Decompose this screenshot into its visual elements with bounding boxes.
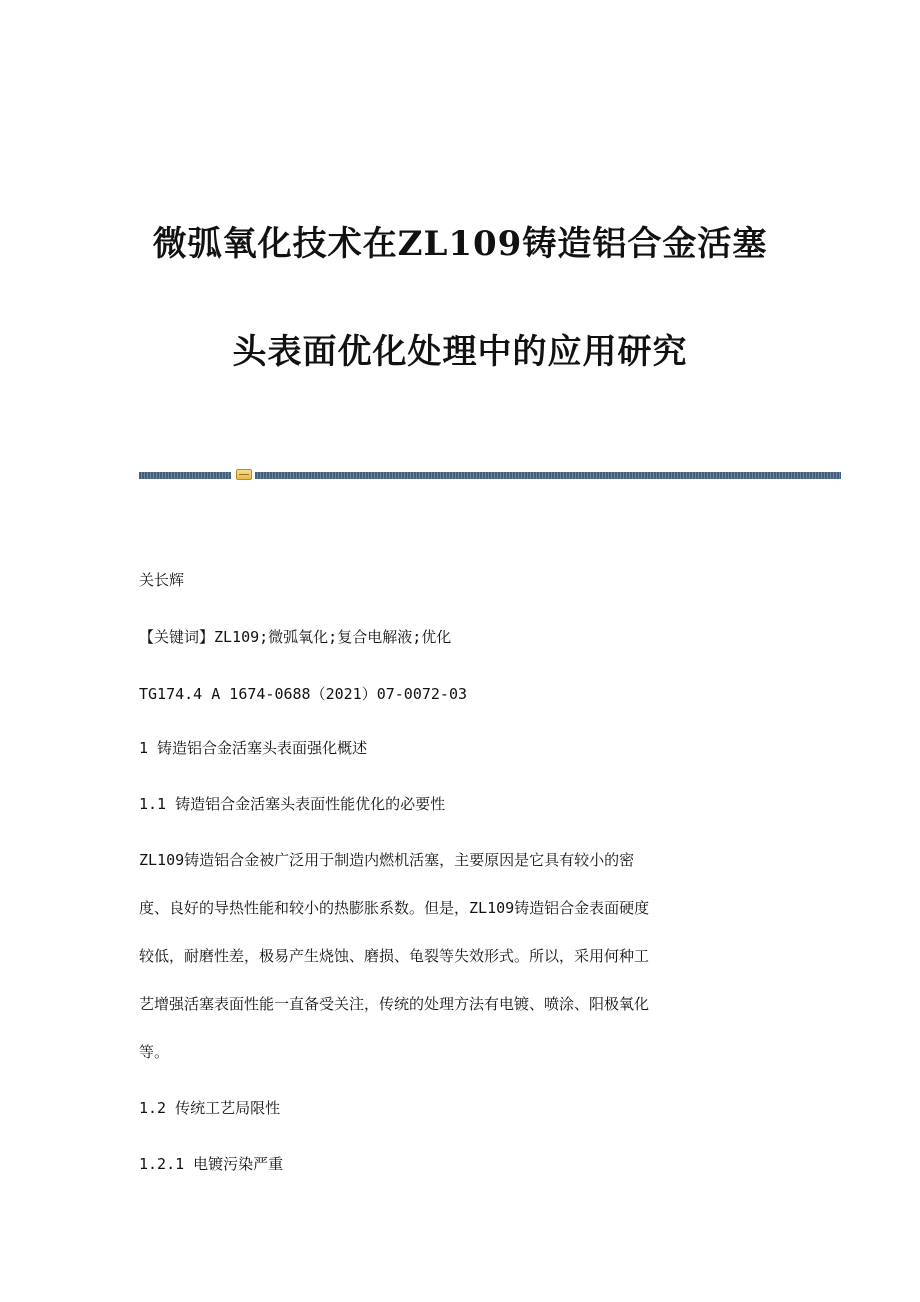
section-heading-1: 1 铸造铝合金活塞头表面强化概述 (139, 739, 368, 757)
page-title (0, 190, 920, 406)
paragraph-line: 等。 (139, 1043, 170, 1061)
divider-bar-right (255, 472, 841, 479)
classification-codes: TG174.4 A 1674-0688（2021）07-0072-03 (139, 685, 468, 703)
paragraph-line: ZL109铸造铝合金被广泛用于制造内燃机活塞，主要原因是它具有较小的密 (139, 851, 635, 869)
divider-bar-left (139, 472, 231, 479)
title-line-1: 微弧氧化技术在ZL109铸造铝合金活塞 (152, 224, 768, 264)
section-heading-1-1: 1.1 铸造铝合金活塞头表面性能优化的必要性 (139, 795, 446, 813)
paragraph-line: 艺增强活塞表面性能一直备受关注，传统的处理方法有电镀、喷涂、阳极氧化 (139, 995, 650, 1013)
section-heading-1-2: 1.2 传统工艺局限性 (139, 1099, 281, 1117)
title-line-2: 头表面优化处理中的应用研究 (232, 332, 688, 372)
keywords: 【关键词】ZL109;微弧氧化;复合电解液;优化 (139, 628, 452, 646)
paragraph-1-1 (139, 848, 779, 1088)
paragraph-line: 较低，耐磨性差，极易产生烧蚀、磨损、龟裂等失效形式。所以，采用何种工 (139, 947, 650, 965)
title-divider (139, 468, 841, 482)
paragraph-line: 度、良好的导热性能和较小的热膨胀系数。但是，ZL109铸造铝合金表面硬度 (139, 899, 650, 917)
ornament-icon (236, 469, 252, 480)
section-heading-1-2-1: 1.2.1 电镀污染严重 (139, 1155, 284, 1173)
author: 关长辉 (139, 571, 185, 589)
